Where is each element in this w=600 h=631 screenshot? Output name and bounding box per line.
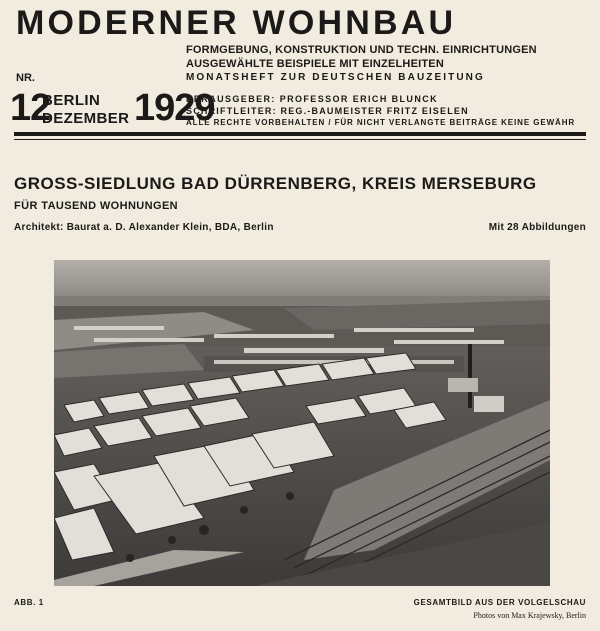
issue-number-label: NR. [16, 72, 35, 84]
issue-number: 12 [10, 87, 51, 129]
magazine-title: MODERNER WOHNBAU [16, 4, 457, 42]
figure-count: Mit 28 Abbildungen [488, 222, 586, 233]
rights-line: ALLE RECHTE VORBEHALTEN / FÜR NICHT VERLANGTE BEITRÄGE KEINE GEWÄHR [186, 118, 576, 127]
article-subtitle: FÜR TAUSEND WOHNUNGEN [14, 200, 179, 212]
masthead-rule-thin [14, 139, 586, 140]
article-title: GROSS-SIEDLUNG BAD DÜRRENBERG, KREIS MERSEBURG [14, 174, 537, 193]
photo-credit: Photos von Max Krajewsky, Berlin [473, 611, 586, 620]
editor-line: SCHRIFTLEITER: REG.-BAUMEISTER FRITZ EISELEN [186, 106, 469, 116]
magazine-subtitle-2: AUSGEWÄHLTE BEISPIELE MIT EINZELHEITEN [186, 58, 444, 70]
aerial-photo [54, 260, 550, 586]
figure-label: ABB. 1 [14, 598, 44, 607]
issue-year: 1929 [134, 87, 215, 129]
publisher-line: HERAUSGEBER: PROFESSOR ERICH BLUNCK [186, 94, 439, 104]
issue-month: DEZEMBER [42, 110, 130, 127]
magazine-subtitle-1: FORMGEBUNG, KONSTRUKTION UND TECHN. EINRICHTUNGEN [186, 44, 537, 56]
magazine-subtitle-3: MONATSHEFT ZUR DEUTSCHEN BAUZEITUNG [186, 72, 485, 83]
architect-credit: Architekt: Baurat a. D. Alexander Klein, BDA, Berlin [14, 222, 274, 233]
issue-city: BERLIN [42, 92, 101, 109]
figure-caption: GESAMTBILD AUS DER VOLGELSCHAU [413, 598, 586, 607]
masthead-rule-thick [14, 132, 586, 136]
